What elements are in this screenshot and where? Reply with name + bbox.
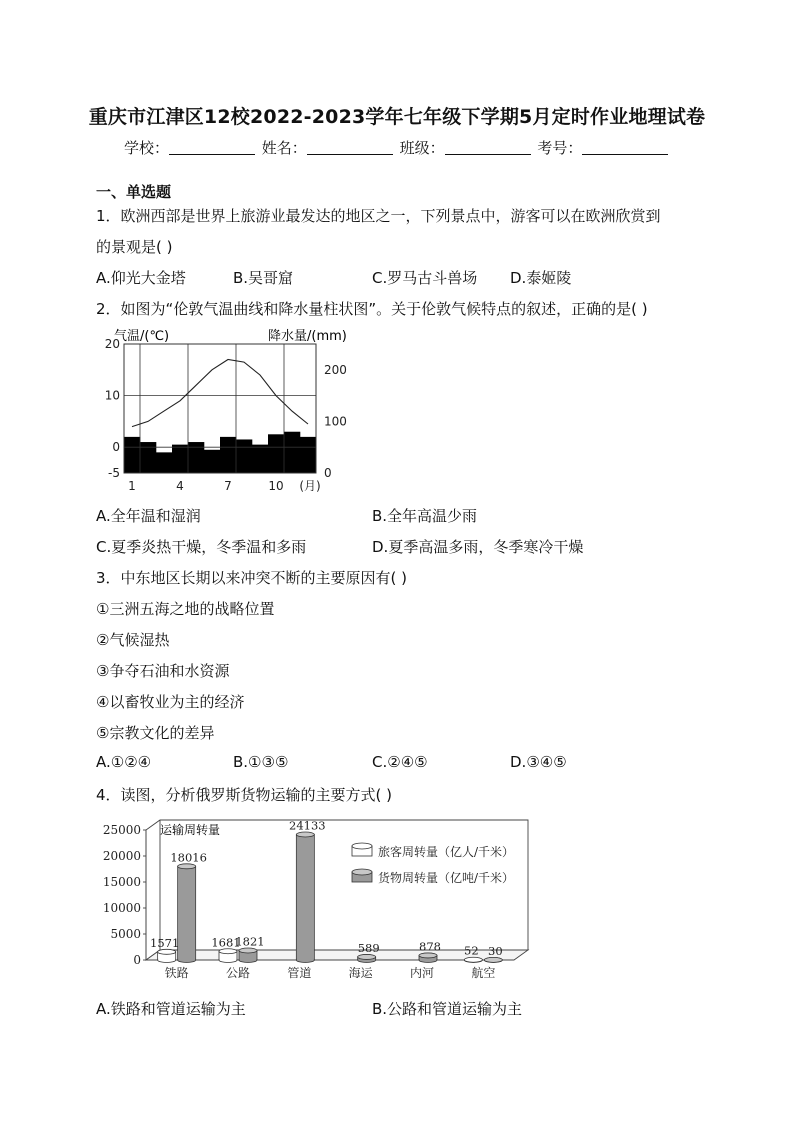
category-label: 海运	[348, 966, 373, 980]
temperature-tick-label: 0	[112, 440, 120, 455]
precipitation-bar-12	[300, 437, 316, 473]
exam-number-blank[interactable]	[582, 140, 668, 155]
q1-option-a: A.仰光大金塔	[96, 269, 186, 287]
question-1-line-1: 1．欧洲西部是世界上旅游业最发达的地区之一，下列景点中，游客可以在欧洲欣赏到	[96, 207, 661, 225]
q3-item-5: ⑤宗教文化的差异	[96, 724, 215, 742]
passenger-bar-0	[158, 949, 176, 962]
class-blank[interactable]	[445, 140, 531, 155]
precipitation-bar-1	[124, 437, 140, 473]
precipitation-bar-9	[252, 445, 268, 473]
precipitation-axis-label: 降水量/(mm)	[268, 329, 347, 344]
q3-item-4: ④以畜牧业为主的经济	[96, 693, 245, 711]
chart-back-wall	[146, 820, 528, 960]
temperature-curve	[132, 360, 308, 427]
precipitation-bar-7	[220, 437, 236, 473]
q3-item-3: ③争夺石油和水资源	[96, 662, 230, 680]
q1-option-d: D.泰姬陵	[510, 269, 572, 287]
month-tick-label: 10	[268, 479, 284, 493]
precipitation-bar-11	[284, 432, 300, 473]
question-3-text: 3．中东地区长期以来冲突不断的主要原因有( )	[96, 569, 408, 587]
passenger-value-label: 52	[464, 943, 479, 958]
y-tick-label: 5000	[110, 927, 141, 941]
y-tick-label: 25000	[102, 823, 141, 837]
category-label: 内河	[409, 966, 435, 980]
month-tick-label: 1	[128, 479, 136, 493]
category-label: 航空	[471, 966, 496, 980]
school-blank[interactable]	[169, 140, 255, 155]
precipitation-bar-6	[204, 450, 220, 473]
temperature-tick-label: 20	[104, 337, 120, 351]
freight-bar-0	[178, 864, 196, 963]
temperature-tick-label: -5	[108, 466, 120, 480]
y-tick-label: 20000	[102, 849, 141, 863]
passenger-value-label: 1681	[211, 935, 241, 950]
freight-value-label: 18016	[170, 850, 207, 865]
passenger-value-label: 1571	[150, 935, 180, 950]
q2-option-c: C.夏季炎热干燥，冬季温和多雨	[96, 538, 307, 556]
q1-option-c: C.罗马古斗兽场	[372, 269, 478, 287]
q2-option-a: A.全年温和湿润	[96, 507, 201, 525]
question-2-text: 2．如图为“伦敦气温曲线和降水量柱状图”。关于伦敦气候特点的叙述，正确的是( )	[96, 300, 648, 318]
freight-value-label: 878	[419, 939, 441, 954]
passenger-bar-1	[219, 949, 237, 963]
q4-option-b: B.公路和管道运输为主	[372, 1000, 523, 1018]
chart-title: 运输周转量	[160, 823, 221, 837]
freight-value-label: 30	[488, 943, 503, 958]
exam-number-label: 考号：	[537, 139, 583, 157]
y-tick-label: 0	[133, 953, 141, 967]
precipitation-tick-label: 0	[324, 466, 332, 480]
name-blank[interactable]	[307, 140, 393, 155]
precipitation-tick-label: 200	[324, 362, 347, 377]
student-info-line	[124, 137, 670, 158]
month-tick-label: 4	[176, 479, 184, 493]
page-title: 重庆市江津区12校2022-2023学年七年级下学期5月定时作业地理试卷	[88, 106, 706, 128]
freight-bar-5	[484, 957, 502, 962]
russia-transport-chart	[96, 814, 546, 986]
legend-label: 旅客周转量（亿人/千米）	[378, 845, 515, 859]
month-unit-label: (月)	[299, 479, 321, 493]
school-label: 学校：	[124, 139, 170, 157]
q4-option-a: A.铁路和管道运输为主	[96, 1000, 246, 1018]
passenger-bar-5	[464, 957, 482, 962]
q3-item-2: ②气候湿热	[96, 631, 170, 649]
freight-value-label: 24133	[289, 818, 326, 833]
month-tick-label: 7	[224, 479, 232, 493]
precipitation-bar-4	[172, 445, 188, 473]
precipitation-bar-8	[236, 439, 252, 473]
section-title: 一、单选题	[96, 183, 172, 201]
q1-option-b: B.吴哥窟	[233, 269, 294, 287]
q3-item-1: ①三洲五海之地的战略位置	[96, 600, 275, 618]
y-tick-label: 15000	[102, 875, 141, 889]
question-4-text: 4．读图，分析俄罗斯货物运输的主要方式( )	[96, 786, 393, 804]
class-label: 班级：	[399, 139, 445, 157]
precipitation-bar-10	[268, 434, 284, 473]
legend-label: 货物周转量（亿吨/千米）	[378, 871, 515, 885]
category-label: 公路	[225, 966, 251, 980]
q2-option-b: B.全年高温少雨	[372, 507, 478, 525]
freight-bar-2	[296, 832, 314, 962]
freight-bar-4	[419, 953, 437, 963]
category-label: 管道	[287, 966, 312, 980]
q3-option-c: C.②④⑤	[372, 753, 428, 771]
q2-option-d: D.夏季高温多雨，冬季寒冷干燥	[372, 538, 584, 556]
freight-bar-3	[358, 954, 376, 962]
precipitation-bar-5	[188, 442, 204, 473]
freight-value-label: 1821	[235, 934, 265, 949]
london-climograph	[92, 324, 360, 496]
temperature-tick-label: 10	[104, 388, 120, 403]
freight-bar-1	[239, 948, 257, 962]
precipitation-bar-3	[156, 452, 172, 473]
freight-value-label: 589	[357, 940, 380, 955]
y-tick-label: 10000	[102, 901, 141, 915]
temperature-axis-label: 气温/(℃)	[114, 329, 170, 344]
question-1-line-2: 的景观是( )	[96, 238, 173, 256]
q3-option-d: D.③④⑤	[510, 753, 567, 771]
precipitation-tick-label: 100	[324, 414, 347, 429]
q3-option-a: A.①②④	[96, 753, 152, 771]
category-label: 铁路	[164, 966, 189, 980]
precipitation-bar-2	[140, 442, 156, 473]
q3-option-b: B.①③⑤	[233, 753, 289, 771]
name-label: 姓名：	[261, 139, 307, 157]
